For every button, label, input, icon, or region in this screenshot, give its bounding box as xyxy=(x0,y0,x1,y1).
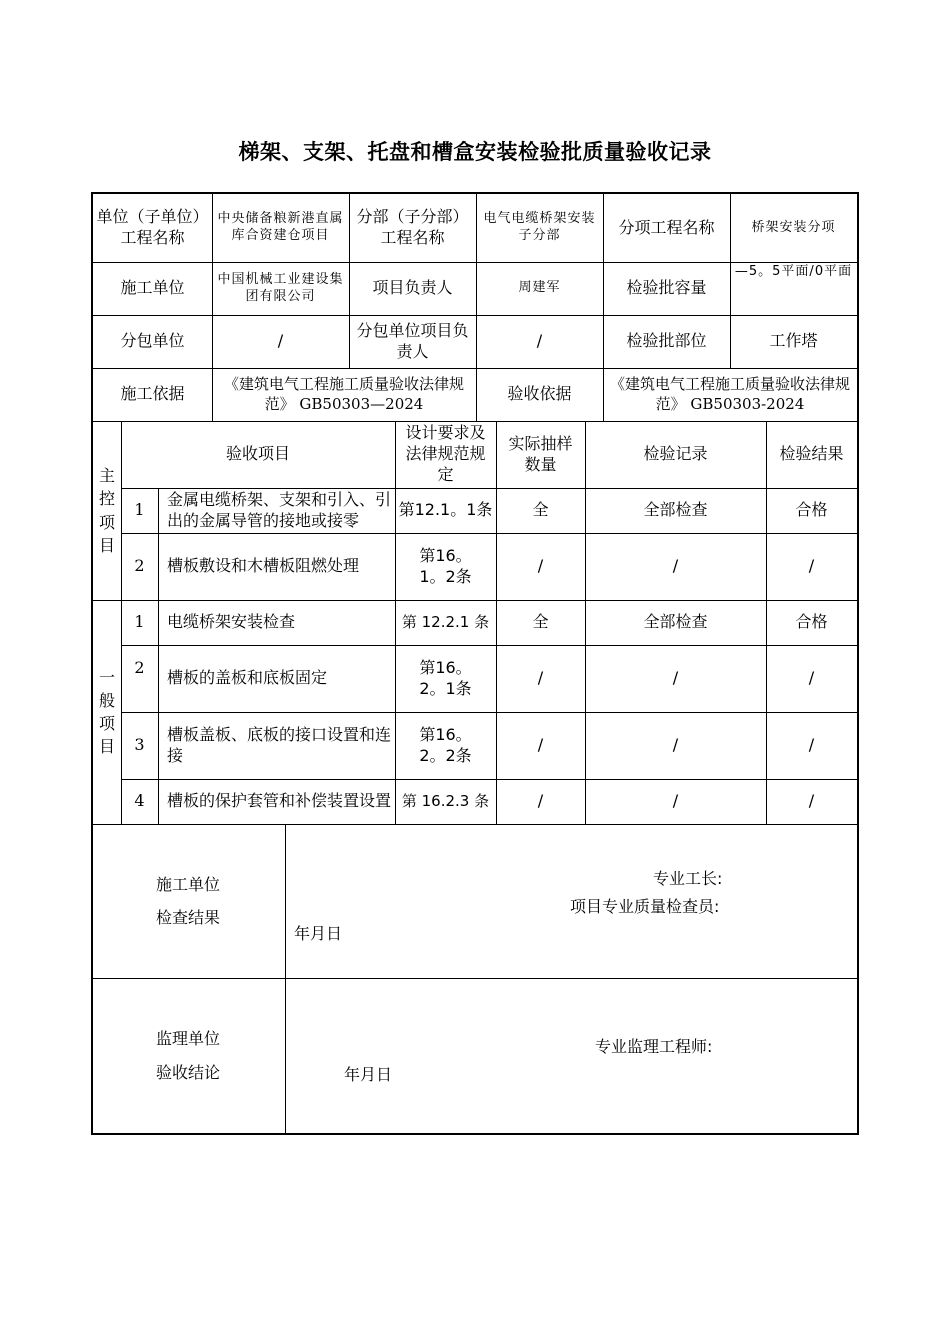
inspection-label-line2: 检查结果 xyxy=(156,908,221,927)
table-row-clause: 第 16.2.3 条 xyxy=(401,791,490,810)
table-row-record: 全部检查 xyxy=(643,500,708,520)
table-row-name: 槽板的保护套管和补偿装置设置 xyxy=(167,791,392,811)
basis-label: 施工依据 xyxy=(120,384,185,404)
supervision-label-line2: 验收结论 xyxy=(156,1063,221,1082)
table-row-clause: 第16。1。2条 xyxy=(419,545,472,586)
table-row-clause: 第12.1。1条 xyxy=(398,500,493,520)
sub-pm-label: 分包单位项目负责人 xyxy=(356,320,469,361)
table-row-record: / xyxy=(672,791,679,811)
table-row-no: 1 xyxy=(134,500,145,520)
supervision-date: 年月日 xyxy=(344,1065,393,1084)
table-row-clause: 第16。2。1条 xyxy=(419,657,472,698)
table-row-name: 金属电缆桥架、支架和引入、引出的金属导管的接地或接零 xyxy=(167,489,392,530)
col-sample-header: 实际抽样数量 xyxy=(508,433,573,474)
unit-label: 单位（子单位）工程名称 xyxy=(96,207,209,247)
inspection-label-line1: 施工单位 xyxy=(156,875,221,894)
sub-value: / xyxy=(277,331,284,351)
table-row-no: 4 xyxy=(134,791,145,811)
pm-label: 项目负责人 xyxy=(372,278,453,298)
table-row-sample: / xyxy=(537,556,544,576)
table-row-result: / xyxy=(808,735,815,755)
contractor-label: 施工单位 xyxy=(120,278,185,298)
inspection-record-table xyxy=(91,192,859,1135)
col-item-header: 验收项目 xyxy=(225,444,290,464)
pm-value: 周建军 xyxy=(518,280,561,296)
table-row-sample: 全 xyxy=(532,500,549,520)
table-row-no: 2 xyxy=(134,658,145,677)
capacity-value: —5。5平面/0平面 xyxy=(734,264,853,279)
location-label: 检验批部位 xyxy=(626,331,707,351)
subitem-label: 分项工程名称 xyxy=(618,217,715,237)
accept-basis-value: 《建筑电气工程施工质量验收法律规范》 GB50303-2024 xyxy=(609,375,850,413)
foreman-signature: 专业工长: xyxy=(653,869,723,888)
table-row-sample: / xyxy=(537,668,544,688)
accept-basis-label: 验收依据 xyxy=(507,384,572,404)
col-design-header: 设计要求及法律规范规定 xyxy=(405,423,486,484)
table-row-sample: / xyxy=(537,791,544,811)
table-row-name: 电缆桥架安装检查 xyxy=(167,612,296,632)
table-row-no: 1 xyxy=(134,612,145,632)
division-label: 分部（子分部）工程名称 xyxy=(356,207,469,247)
quality-inspector-signature: 项目专业质量检查员: xyxy=(570,897,720,916)
page-title: 梯架、支架、托盘和槽盒安装检验批质量验收记录 xyxy=(238,140,712,164)
supervision-engineer-signature: 专业监理工程师: xyxy=(595,1037,713,1056)
table-row-name: 槽板敷设和木槽板阻燃处理 xyxy=(167,556,360,576)
table-row-record: / xyxy=(672,735,679,755)
main-group-label: 主控项目 xyxy=(98,466,115,555)
unit-value: 中央储备粮新港直属库合资建仓项目 xyxy=(217,211,344,243)
subitem-value: 桥架安装分项 xyxy=(751,219,836,235)
table-row-result: / xyxy=(808,791,815,811)
table-row-result: / xyxy=(808,556,815,576)
capacity-label: 检验批容量 xyxy=(626,278,707,298)
table-row-result: / xyxy=(808,668,815,688)
location-value: 工作塔 xyxy=(769,331,818,351)
table-row-clause: 第16。2。2条 xyxy=(419,724,472,765)
table-row-record: / xyxy=(672,556,679,576)
table-row-name: 槽板的盖板和底板固定 xyxy=(167,668,328,688)
table-row-sample: 全 xyxy=(532,612,549,632)
table-row-result: 合格 xyxy=(795,612,828,632)
general-group-label: 一般项目 xyxy=(98,667,115,757)
division-value: 电气电缆桥架安装子分部 xyxy=(483,211,596,243)
table-row-clause: 第 12.2.1 条 xyxy=(401,612,490,631)
col-result-header: 检验结果 xyxy=(779,444,844,464)
sub-pm-value: / xyxy=(536,331,543,351)
table-row-record: / xyxy=(672,668,679,688)
inspection-date: 年月日 xyxy=(294,924,343,943)
basis-value: 《建筑电气工程施工质量验收法律规范》 GB50303—2024 xyxy=(223,375,464,413)
supervision-label-line1: 监理单位 xyxy=(156,1029,221,1048)
table-row-record: 全部检查 xyxy=(643,612,708,632)
table-row-sample: / xyxy=(537,735,544,755)
table-row-name: 槽板盖板、底板的接口设置和连接 xyxy=(167,724,392,765)
col-record-header: 检验记录 xyxy=(643,444,708,464)
contractor-value: 中国机械工业建设集团有限公司 xyxy=(217,271,344,304)
table-row-no: 2 xyxy=(134,556,145,576)
table-row-result: 合格 xyxy=(795,500,828,520)
sub-label: 分包单位 xyxy=(120,331,185,351)
table-row-no: 3 xyxy=(134,735,145,755)
